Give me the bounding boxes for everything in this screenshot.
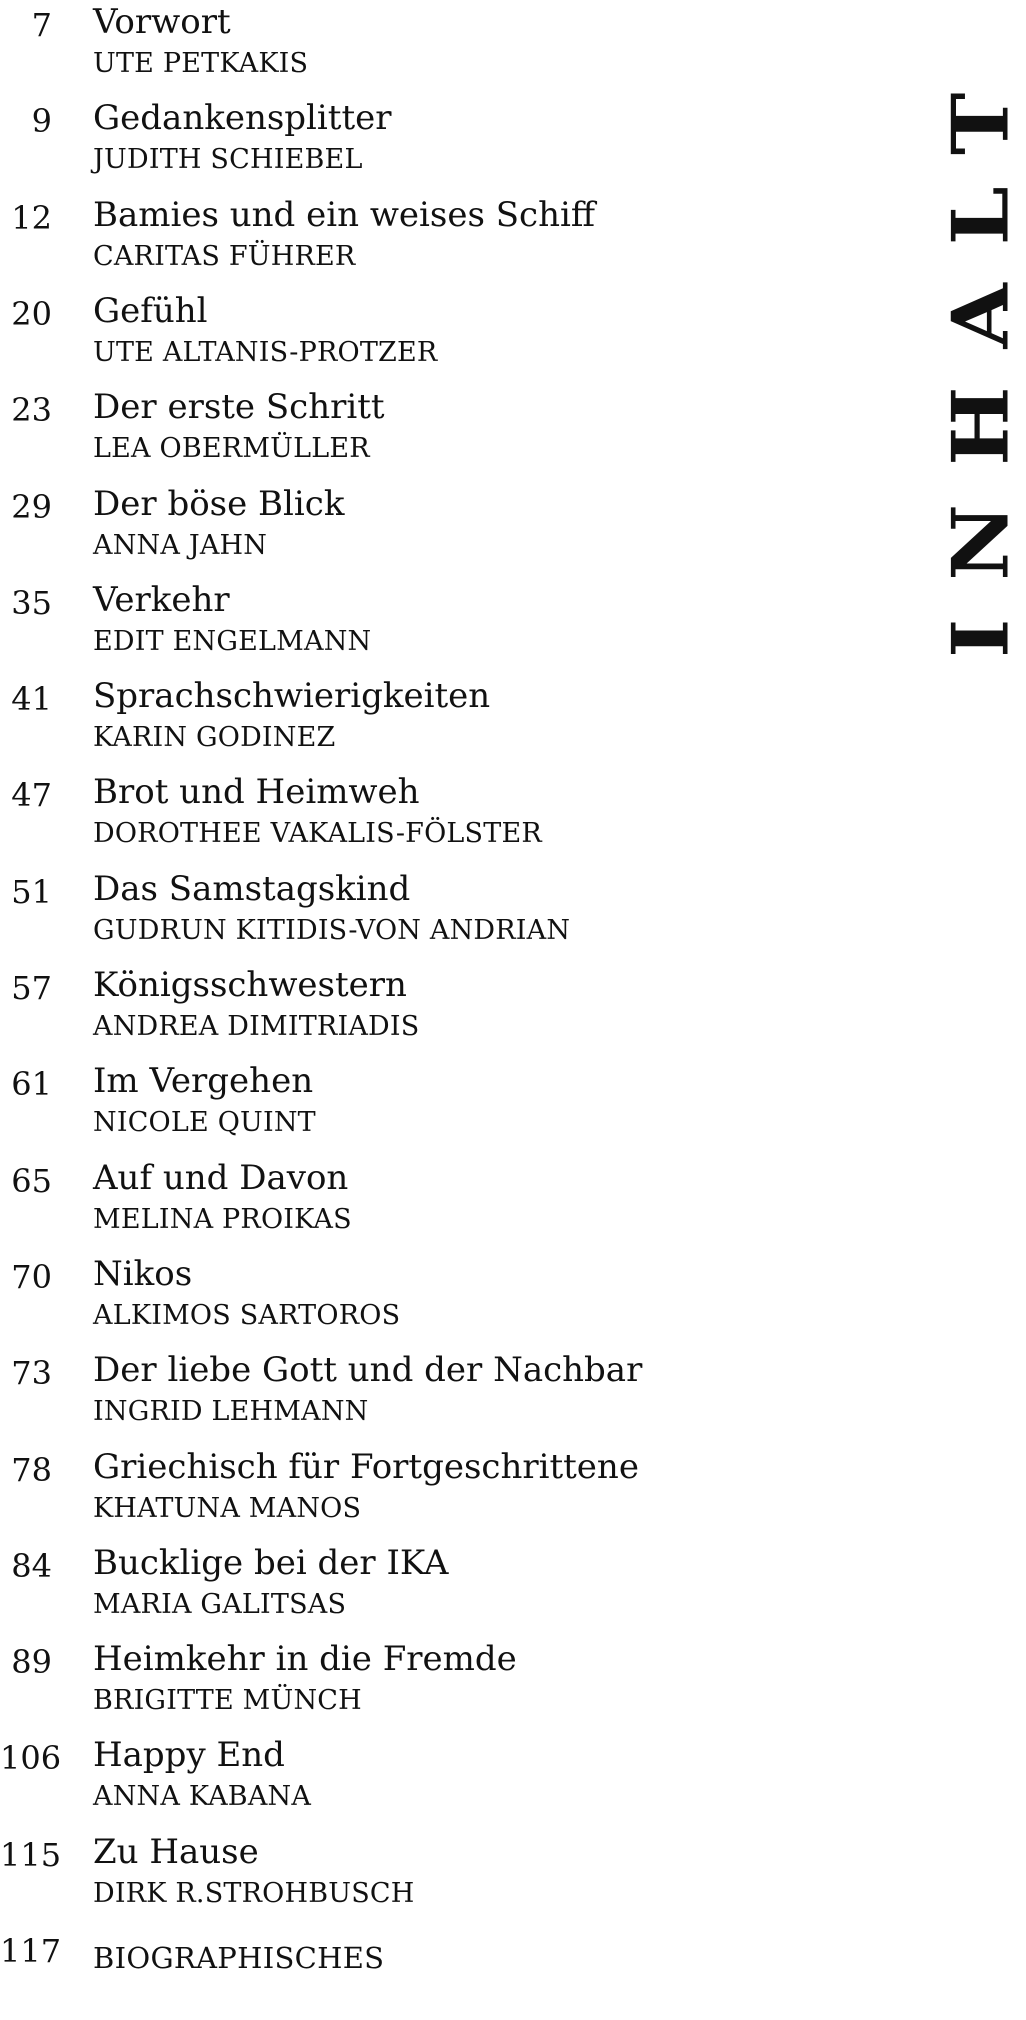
entry-author: DIRK R.STROHBUSCH [93, 1877, 415, 1909]
page-number: 57 [11, 969, 52, 1007]
toc-entry [0, 1928, 840, 2020]
entry-title: Gedankensplitter [93, 98, 392, 139]
toc-entry [0, 580, 840, 672]
page-number: 78 [11, 1450, 52, 1489]
entry-title: Gefühl [93, 290, 208, 331]
page-number: 47 [11, 776, 52, 815]
entry-title: Verkehr [93, 579, 230, 620]
page-number: 84 [11, 1546, 52, 1585]
entry-author: EDIT ENGELMANN [93, 625, 372, 657]
toc-entry [0, 1158, 840, 1250]
entry-title: Zu Hause [93, 1831, 259, 1872]
entry-title: Happy End [93, 1735, 285, 1776]
entry-author: DOROTHEE VAKALIS-FÖLSTER [93, 818, 542, 850]
page-number: 35 [11, 583, 52, 622]
page-number: 29 [11, 487, 52, 526]
toc-entry [0, 772, 840, 864]
toc-entry [0, 676, 840, 768]
entry-author: KHATUNA MANOS [93, 1492, 362, 1524]
entry-title: Das Samstagskind [93, 868, 411, 909]
entry-author: NICOLE QUINT [93, 1107, 316, 1139]
entry-title: Griechisch für Fortgeschrittene [93, 1446, 639, 1487]
toc-entry [0, 1447, 840, 1539]
entry-title: Bamies und ein weises Schiff [93, 194, 595, 235]
entry-author: LEA OBERMÜLLER [93, 433, 370, 465]
entry-title: Der liebe Gott und der Nachbar [93, 1350, 643, 1391]
page-number: 73 [11, 1354, 52, 1393]
page-number: 12 [11, 198, 52, 237]
toc-entry [0, 1254, 840, 1346]
toc-entry [0, 98, 840, 190]
page-number: 115 [0, 1835, 62, 1874]
entry-title: Bucklige bei der IKA [93, 1542, 449, 1583]
toc-entry [0, 1832, 840, 1924]
entry-title: Heimkehr in die Fremde [93, 1639, 517, 1680]
entry-title: Sprachschwierigkeiten [93, 676, 491, 717]
entry-title: BIOGRAPHISCHES [93, 1941, 385, 1975]
entry-title: Der erste Schritt [93, 387, 385, 428]
page-number: 23 [11, 391, 52, 430]
entry-author: UTE ALTANIS-PROTZER [93, 336, 438, 368]
entry-author: UTE PETKAKIS [93, 48, 309, 79]
entry-author: ANNA JAHN [93, 529, 268, 561]
page-number: 41 [11, 680, 52, 719]
contents-heading-text: INHALT [934, 54, 1026, 658]
entry-author: INGRID LEHMANN [93, 1396, 369, 1428]
entry-author: GUDRUN KITIDIS-VON ANDRIAN [93, 914, 571, 946]
entry-title: Brot und Heimweh [93, 772, 420, 813]
entry-author: BRIGITTE MÜNCH [93, 1685, 362, 1717]
toc-entry [0, 1543, 840, 1635]
page-number: 51 [11, 872, 52, 911]
entry-title: Im Vergehen [93, 1061, 314, 1102]
toc-entry [0, 869, 840, 961]
entry-author: CARITAS FÜHRER [93, 240, 356, 272]
toc-entry [0, 291, 840, 383]
entry-title: Auf und Davon [93, 1157, 349, 1198]
entry-author: JUDITH SCHIEBEL [93, 144, 363, 176]
page-number: 106 [0, 1739, 62, 1778]
toc-entry [0, 1735, 840, 1827]
page-number: 20 [11, 294, 52, 333]
page-number: 7 [31, 6, 52, 44]
contents-heading [870, 28, 1026, 658]
toc-entry [0, 195, 840, 287]
toc-entry [0, 1350, 840, 1442]
entry-author: ALKIMOS SARTOROS [93, 1299, 401, 1331]
page-number: 65 [11, 1161, 52, 1200]
entry-title: Nikos [93, 1253, 193, 1294]
entry-author: MARIA GALITSAS [93, 1588, 347, 1620]
toc-entry [0, 965, 840, 1057]
entry-author: MELINA PROIKAS [93, 1203, 352, 1235]
page-number: 70 [11, 1257, 52, 1296]
toc-entry [0, 1639, 840, 1731]
page-number: 89 [11, 1643, 52, 1682]
page-number: 117 [0, 1932, 62, 1970]
page-number: 61 [11, 1065, 52, 1104]
entry-author: ANNA KABANA [93, 1781, 312, 1813]
toc-entry [0, 2, 840, 94]
page-number: 9 [31, 102, 52, 141]
entry-author: ANDREA DIMITRIADIS [93, 1011, 420, 1042]
entry-title: Der böse Blick [93, 483, 345, 524]
toc-entry [0, 1061, 840, 1153]
entry-title: Königsschwestern [93, 965, 407, 1005]
entry-author: KARIN GODINEZ [93, 722, 336, 754]
toc-entry [0, 484, 840, 576]
entry-title: Vorwort [93, 2, 231, 42]
toc-entry [0, 387, 840, 479]
